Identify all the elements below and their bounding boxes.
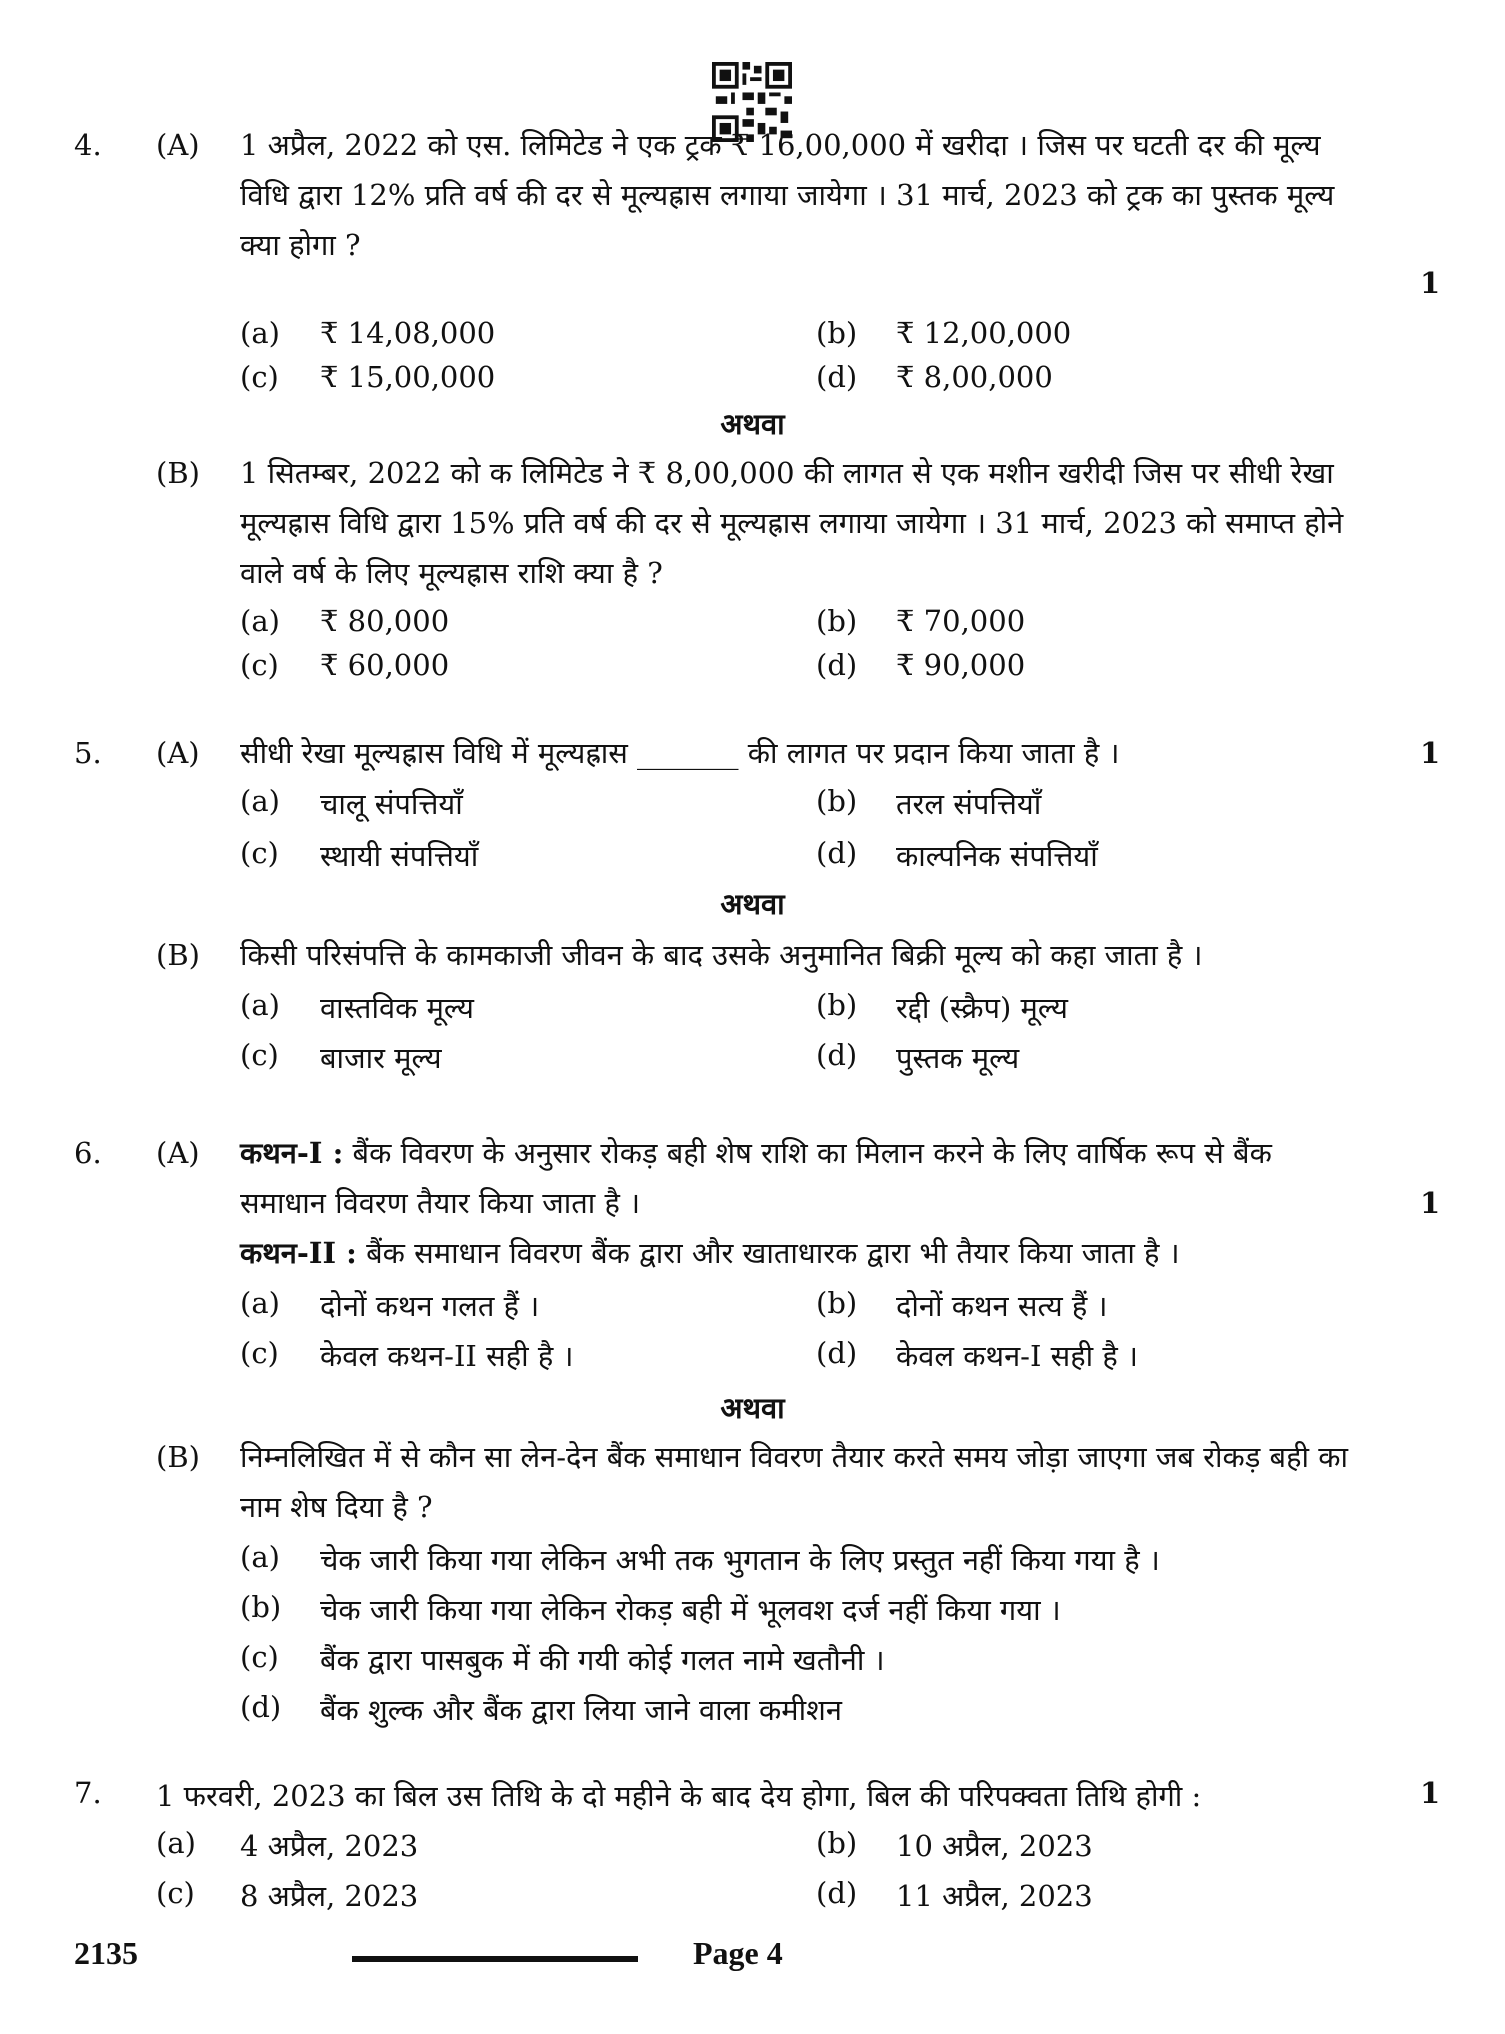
option-text: दोनों कथन सत्य हैं । [896, 1289, 1108, 1323]
statement-1 [240, 1128, 1360, 1228]
option-label: (c) [240, 1038, 279, 1072]
or-separator: अथवा [720, 887, 785, 921]
question-text: किसी परिसंपत्ति के कामकाजी जीवन के बाद उसके अनुमानित बिक्री मूल्य को कहा जाता है । [240, 938, 1203, 972]
marks: 1 [1420, 1186, 1441, 1220]
option-text: तरल संपत्तियाँ [896, 787, 1042, 821]
option-label: (c) [240, 1336, 279, 1370]
option-text: बाजार मूल्य [320, 1041, 442, 1075]
marks: 1 [1420, 1776, 1441, 1810]
statement-1-text: बैंक विवरण के अनुसार रोकड़ बही शेष राशि का मिलान करने के लिए वार्षिक रूप से बैंक समाधान विवरण तैयार किया जाता है । [240, 1136, 1272, 1220]
option-label: (d) [816, 1876, 858, 1910]
option-text: ₹ 15,00,000 [320, 360, 496, 394]
footer-divider [352, 1956, 638, 1962]
option-text: वास्तविक मूल्य [320, 991, 474, 1025]
option-label: (a) [240, 784, 280, 818]
question-number: 4. [74, 128, 102, 162]
option-text: 10 अप्रैल, 2023 [896, 1829, 1093, 1863]
paper-code: 2135 [74, 1935, 138, 1971]
option-label: (a) [240, 988, 280, 1022]
option-label: (a) [240, 604, 280, 638]
option-label: (c) [156, 1876, 195, 1910]
option-label: (a) [156, 1826, 196, 1860]
option-text: पुस्तक मूल्य [896, 1041, 1020, 1075]
option-text: केवल कथन-I सही है । [896, 1339, 1138, 1373]
statement-1-label: कथन-I : [240, 1136, 344, 1170]
option-label: (d) [816, 360, 858, 394]
option-text: 4 अप्रैल, 2023 [240, 1829, 419, 1863]
option-label: (c) [240, 360, 279, 394]
option-text: स्थायी संपत्तियाँ [320, 839, 479, 873]
option-text: ₹ 8,00,000 [896, 360, 1053, 394]
option-label: (b) [816, 784, 858, 818]
question-number: 7. [74, 1776, 102, 1810]
option-label: (d) [816, 1336, 858, 1370]
option-label: (c) [240, 1640, 279, 1674]
option-text: रद्दी (स्क्रैप) मूल्य [896, 991, 1068, 1025]
part-label: (A) [156, 1136, 200, 1170]
or-separator: अथवा [720, 1391, 785, 1425]
option-label: (a) [240, 1286, 280, 1320]
option-label: (b) [816, 316, 858, 350]
option-text: केवल कथन-II सही है । [320, 1339, 574, 1373]
option-label: (b) [816, 1286, 858, 1320]
option-text: ₹ 12,00,000 [896, 316, 1072, 350]
option-text: चेक जारी किया गया लेकिन अभी तक भुगतान के लिए प्रस्तुत नहीं किया गया है । [320, 1543, 1160, 1577]
marks: 1 [1420, 736, 1441, 770]
part-label: (A) [156, 736, 200, 770]
part-label: (A) [156, 128, 200, 162]
option-text: ₹ 14,08,000 [320, 316, 496, 350]
option-label: (d) [816, 836, 858, 870]
option-text: 8 अप्रैल, 2023 [240, 1879, 419, 1913]
statement-2-label: कथन-II : [240, 1236, 357, 1270]
option-text: 11 अप्रैल, 2023 [896, 1879, 1093, 1913]
option-text: दोनों कथन गलत हैं । [320, 1289, 540, 1323]
marks: 1 [1420, 266, 1441, 300]
option-text: ₹ 80,000 [320, 604, 450, 638]
option-text: ₹ 60,000 [320, 648, 450, 682]
part-label: (B) [156, 1440, 200, 1474]
option-label: (b) [816, 988, 858, 1022]
option-text: ₹ 70,000 [896, 604, 1026, 638]
option-text: चेक जारी किया गया लेकिन रोकड़ बही में भूलवश दर्ज नहीं किया गया । [320, 1593, 1061, 1627]
option-label: (b) [240, 1590, 282, 1624]
statement-2 [240, 1228, 1360, 1278]
option-label: (a) [240, 316, 280, 350]
option-label: (c) [240, 836, 279, 870]
statement-2-text: बैंक समाधान विवरण बैंक द्वारा और खाताधारक द्वारा भी तैयार किया जाता है । [366, 1236, 1180, 1270]
part-label: (B) [156, 938, 200, 972]
option-text: ₹ 90,000 [896, 648, 1026, 682]
option-label: (a) [240, 1540, 280, 1574]
option-label: (d) [240, 1690, 282, 1724]
question-text: 1 फरवरी, 2023 का बिल उस तिथि के दो महीने के बाद देय होगा, बिल की परिपक्वता तिथि होगी : [156, 1779, 1202, 1813]
option-label: (c) [240, 648, 279, 682]
question-text: 1 अप्रैल, 2022 को एस. लिमिटेड ने एक ट्रक ₹ 16,00,000 में खरीदा । जिस पर घटती दर की मूल्य विधि द्वारा 12% प्रति वर्ष की दर से मूल्यह्रास लगाया जायेगा । 31 मार्च, 2023 को ट्रक का पुस्तक मूल्य क्या होगा ? [240, 128, 1335, 262]
option-label: (b) [816, 1826, 858, 1860]
question-text: 1 सितम्बर, 2022 को क लिमिटेड ने ₹ 8,00,000 की लागत से एक मशीन खरीदी जिस पर सीधी रेखा मूल्यह्रास विधि द्वारा 15% प्रति वर्ष की दर से मूल्यह्रास लगाया जायेगा । 31 मार्च, 2023 को समाप्त होने वाले वर्ष के लिए मूल्यह्रास राशि क्या है ? [240, 456, 1344, 590]
page-number: Page 4 [693, 1935, 783, 1971]
option-text: बैंक शुल्क और बैंक द्वारा लिया जाने वाला कमीशन [320, 1693, 842, 1727]
question-number: 6. [74, 1136, 102, 1170]
question-text: सीधी रेखा मूल्यह्रास विधि में मूल्यह्रास _______ की लागत पर प्रदान किया जाता है । [240, 736, 1120, 770]
part-label: (B) [156, 456, 200, 490]
option-text: काल्पनिक संपत्तियाँ [896, 839, 1098, 873]
or-separator: अथवा [720, 407, 785, 441]
question-number: 5. [74, 736, 102, 770]
option-label: (d) [816, 648, 858, 682]
option-text: बैंक द्वारा पासबुक में की गयी कोई गलत नामे खतौनी । [320, 1643, 885, 1677]
option-label: (b) [816, 604, 858, 638]
option-text: चालू संपत्तियाँ [320, 787, 463, 821]
question-text: निम्नलिखित में से कौन सा लेन-देन बैंक समाधान विवरण तैयार करते समय जोड़ा जाएगा जब रोकड़ बही का नाम शेष दिया है ? [240, 1440, 1349, 1524]
option-label: (d) [816, 1038, 858, 1072]
